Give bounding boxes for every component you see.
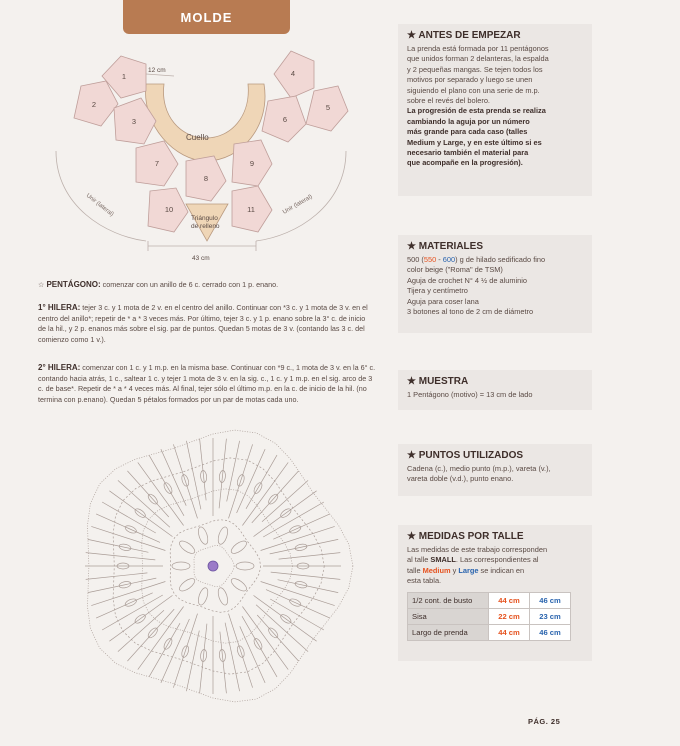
muestra-box: ★ MUESTRA 1 Pentágono (motivo) = 13 cm de lado <box>398 370 592 410</box>
chart-stitch <box>278 580 339 593</box>
chart-stitch <box>197 526 210 546</box>
chart-stitch <box>172 562 190 570</box>
hilera2-instruction: 2° HILERA: comenzar con 1 c. y 1 m.p. en la misma base. Continuar con *9 c., 1 mota de 3 v. en la 6° c. contando hacia atrás, 1 c., saltear 1 c. y tejer 1 mota de 3 v. en la sig. c., 1 c. y 1 m.p. en el sig. arco de 3 c. de base*. Repetir de * a * 4 veces más. Al final, tejer sólo el último m.p. en la c. de inicio de la hil. (no termina con p.enano). Quedan 5 pétalos formados por un par de motas cada uno. <box>38 363 376 404</box>
chart-stitch <box>252 471 299 523</box>
dimension-label-12: 12 cm <box>148 67 166 74</box>
chart-stitch <box>229 444 253 518</box>
chart-stitch <box>91 526 165 550</box>
chart-stitch <box>118 480 170 527</box>
chart-stitch <box>91 582 165 606</box>
medidas-title: ★ MEDIDAS POR TALLE <box>407 531 583 542</box>
chart-stitch <box>261 582 335 606</box>
hilera1-instruction: 1° HILERA: tejer 3 c. y 1 mota de 2 v. en el centro del anillo. Continuar con *3 c. y 1 mota de 3 v. en el centro del anillo*; repetir de * a * 3 veces más. Por último, tejer 3 c. y 1 p. enano sobre la 3° c. de inicio de la hil., y 2 p. enanos más sobre el sig. par de puntos. Quedan 5 motas de 3 v. (contando las 3 c. del comienzo como 1 v.). <box>38 303 368 344</box>
antes-box: ★ ANTES DE EMPEZAR La prenda está formada por 11 pentágonos que unidos forman 2 delanteras, la espalda y 2 pequeñas mangas. Se tejen todos los motivos por separado y luego se unen siguiendo el plano con una serie de m.p. sobre el revés del bolero. La progresión de esta prenda se realiza cambiando la aguja por un número más grande para cada caso (talles Medium y Large, y en este último si es necesario también el material para que acompañe en la progresión). <box>398 24 592 196</box>
chart-stitch <box>118 610 164 651</box>
bolero-pattern-diagram <box>36 36 366 266</box>
chart-stitch <box>177 576 196 593</box>
pentagon-5-label: 5 <box>325 103 331 112</box>
collar-label: Cuello <box>186 133 209 142</box>
chart-stitch <box>271 572 341 579</box>
chart-stitch <box>197 587 210 607</box>
materiales-box: ★ MATERIALES 500 (550 - 600) g de hilado sedificado fino color beige ("Roma" de TSM) Aguja de crochet N° 4 ½ de aluminio Tijera y centímetro Aguja para coser lana 3 botones al tono de 2 cm de diámetro <box>398 235 592 333</box>
chart-stitch <box>262 480 308 521</box>
materiales-title: ★ MATERIALES <box>407 241 583 252</box>
chart-stitch <box>173 444 197 518</box>
chart-stitch <box>257 615 298 661</box>
chart-stitch <box>270 539 339 554</box>
crochet-stitch-chart <box>70 428 360 718</box>
dimension-line-12 <box>146 74 174 76</box>
chart-stitch <box>88 578 157 593</box>
chart-stitch <box>177 539 196 556</box>
chart-stitch <box>229 614 253 688</box>
triangle-label-2: de relleno <box>191 223 220 230</box>
pentagon-8-label: 8 <box>203 174 209 183</box>
triangle-label-1: Triángulo <box>191 215 218 222</box>
chart-stitch <box>236 562 254 570</box>
chart-stitch <box>229 576 248 593</box>
chart-stitch <box>86 553 156 560</box>
pentagon-10-label: 10 <box>164 205 174 214</box>
pentagon-2-label: 2 <box>91 100 97 109</box>
pentagon-9-label: 9 <box>249 159 255 168</box>
pentagon-3-label: 3 <box>131 117 137 126</box>
pentagon-7-label: 7 <box>154 159 160 168</box>
chart-stitch <box>216 587 229 607</box>
chart-stitch <box>186 631 199 692</box>
chart-stitch <box>200 439 207 501</box>
pentagon-11-label: 11 <box>247 205 255 214</box>
pentagon-6-label: 6 <box>282 115 288 124</box>
chart-stitch <box>256 605 308 652</box>
medidas-table <box>407 592 571 641</box>
pentagon-1-label: 1 <box>121 72 127 81</box>
union-left-label: Unir (lateral) <box>84 192 115 218</box>
table-row: Largo de prenda 44 cm 46 cm <box>408 624 571 640</box>
pentagon-4-label: 4 <box>290 69 296 78</box>
star-icon: ☆ <box>38 280 47 289</box>
puntos-title: ★ PUNTOS UTILIZADOS <box>407 450 583 461</box>
dimension-label-43: 43 cm <box>192 255 210 262</box>
molde-tab: MOLDE <box>123 0 290 34</box>
muestra-title: ★ MUESTRA <box>407 376 583 387</box>
chart-stitch <box>229 539 248 556</box>
antes-title: ★ ANTES DE EMPEZAR <box>407 30 583 41</box>
table-row: 1/2 cont. de busto 44 cm 46 cm <box>408 592 571 608</box>
puntos-box: ★ PUNTOS UTILIZADOS Cadena (c.), medio punto (m.p.), vareta (v.), vareta doble (v.d.), punto enano. <box>398 444 592 496</box>
chart-stitch <box>88 539 149 552</box>
chart-stitch <box>186 441 201 510</box>
center-ring <box>208 561 218 571</box>
chart-stitch <box>86 573 148 580</box>
chart-stitch <box>216 526 229 546</box>
chart-stitch <box>225 623 240 692</box>
chart-stitch <box>173 614 197 688</box>
page-number: PÁG. 25 <box>528 717 561 726</box>
chart-stitch <box>227 441 240 502</box>
left-arc-line <box>56 151 146 241</box>
table-row: Sisa 22 cm 23 cm <box>408 608 571 624</box>
chart-stitch <box>127 609 174 661</box>
chart-stitch <box>279 553 341 560</box>
pentagono-instruction: ☆ PENTÁGONO: comenzar con un anillo de 6 c. cerrado con 1 p. enano. <box>38 280 279 289</box>
chart-stitch <box>127 471 168 517</box>
union-right-label: Unir (lateral) <box>282 194 314 216</box>
medidas-box: ★ MEDIDAS POR TALLE Las medidas de este trabajo corresponden al talle SMALL. Las correspondientes al talle Medium y Large se indican en esta tabla. 1/2 cont. de busto 44 cm 46 cm Sisa 22 cm 23 cm Largo de prenda 44 cm 46 cm <box>398 525 592 661</box>
chart-stitch <box>261 526 335 550</box>
chart-stitch <box>220 632 227 694</box>
